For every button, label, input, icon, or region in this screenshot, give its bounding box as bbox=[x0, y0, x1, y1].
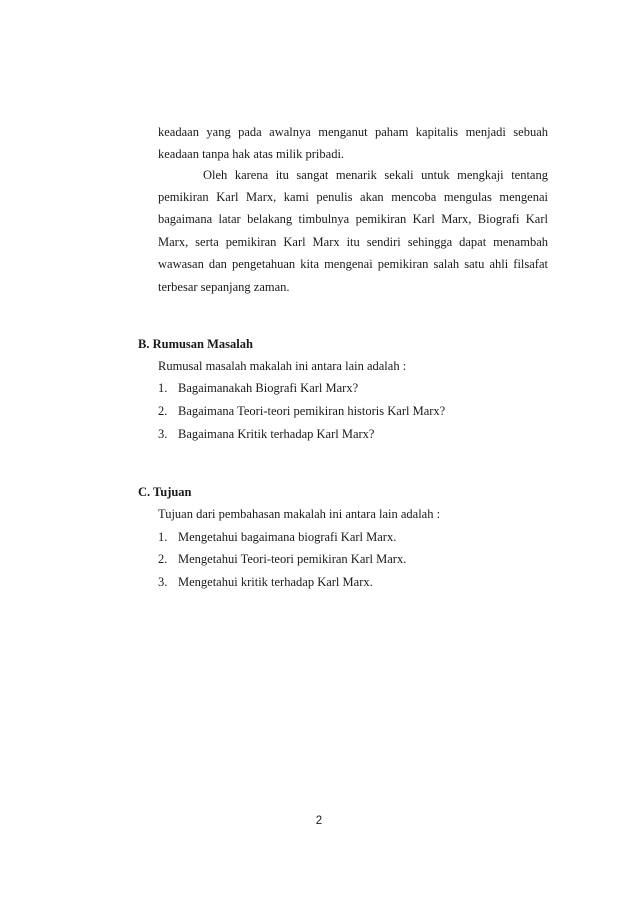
list-text: Bagaimana Kritik terhadap Karl Marx? bbox=[178, 427, 375, 441]
list-item bbox=[158, 380, 358, 396]
page-number: 2 bbox=[315, 815, 323, 827]
intro-line: Marx, serta pemikiran Karl Marx itu sendiri sehingga dapat menambah bbox=[158, 235, 548, 249]
section-heading: B. Rumusan Masalah bbox=[138, 337, 253, 351]
list-item bbox=[158, 574, 373, 590]
intro-line: wawasan dan pengetahuan kita mengenai pemikiran salah satu ahli filsafat bbox=[158, 257, 548, 271]
list-item bbox=[158, 426, 374, 442]
list-number: 2. bbox=[158, 404, 168, 418]
intro-line: pemikiran Karl Marx, kami penulis akan mencoba mengulas mengenai bbox=[158, 190, 548, 204]
list-item bbox=[158, 403, 445, 419]
list-text: Mengetahui Teori-teori pemikiran Karl Marx. bbox=[178, 552, 407, 566]
list-number: 1. bbox=[158, 381, 168, 395]
list-text: Bagaimanakah Biografi Karl Marx? bbox=[178, 381, 359, 395]
section-lead: Tujuan dari pembahasan makalah ini antara lain adalah : bbox=[158, 507, 441, 521]
list-number: 3. bbox=[158, 575, 168, 589]
section-heading: C. Tujuan bbox=[138, 485, 192, 499]
section-lead: Rumusal masalah makalah ini antara lain adalah : bbox=[158, 359, 407, 373]
list-text: Bagaimana Teori-teori pemikiran historis Karl Marx? bbox=[178, 404, 446, 418]
list-item bbox=[158, 529, 396, 545]
list-text: Mengetahui kritik terhadap Karl Marx. bbox=[178, 575, 373, 589]
list-text: Mengetahui bagaimana biografi Karl Marx. bbox=[178, 530, 397, 544]
intro-line: Oleh karena itu sangat menarik sekali untuk mengkaji tentang bbox=[203, 168, 548, 182]
list-number: 2. bbox=[158, 552, 168, 566]
list-number: 3. bbox=[158, 427, 168, 441]
intro-line: keadaan yang pada awalnya menganut paham kapitalis menjadi sebuah bbox=[158, 125, 548, 139]
list-number: 1. bbox=[158, 530, 168, 544]
intro-line: terbesar sepanjang zaman. bbox=[158, 280, 290, 294]
intro-line: bagaimana latar belakang timbulnya pemikiran Karl Marx, Biografi Karl bbox=[158, 212, 548, 226]
intro-line: keadaan tanpa hak atas milik pribadi. bbox=[158, 147, 345, 161]
list-item bbox=[158, 551, 406, 567]
